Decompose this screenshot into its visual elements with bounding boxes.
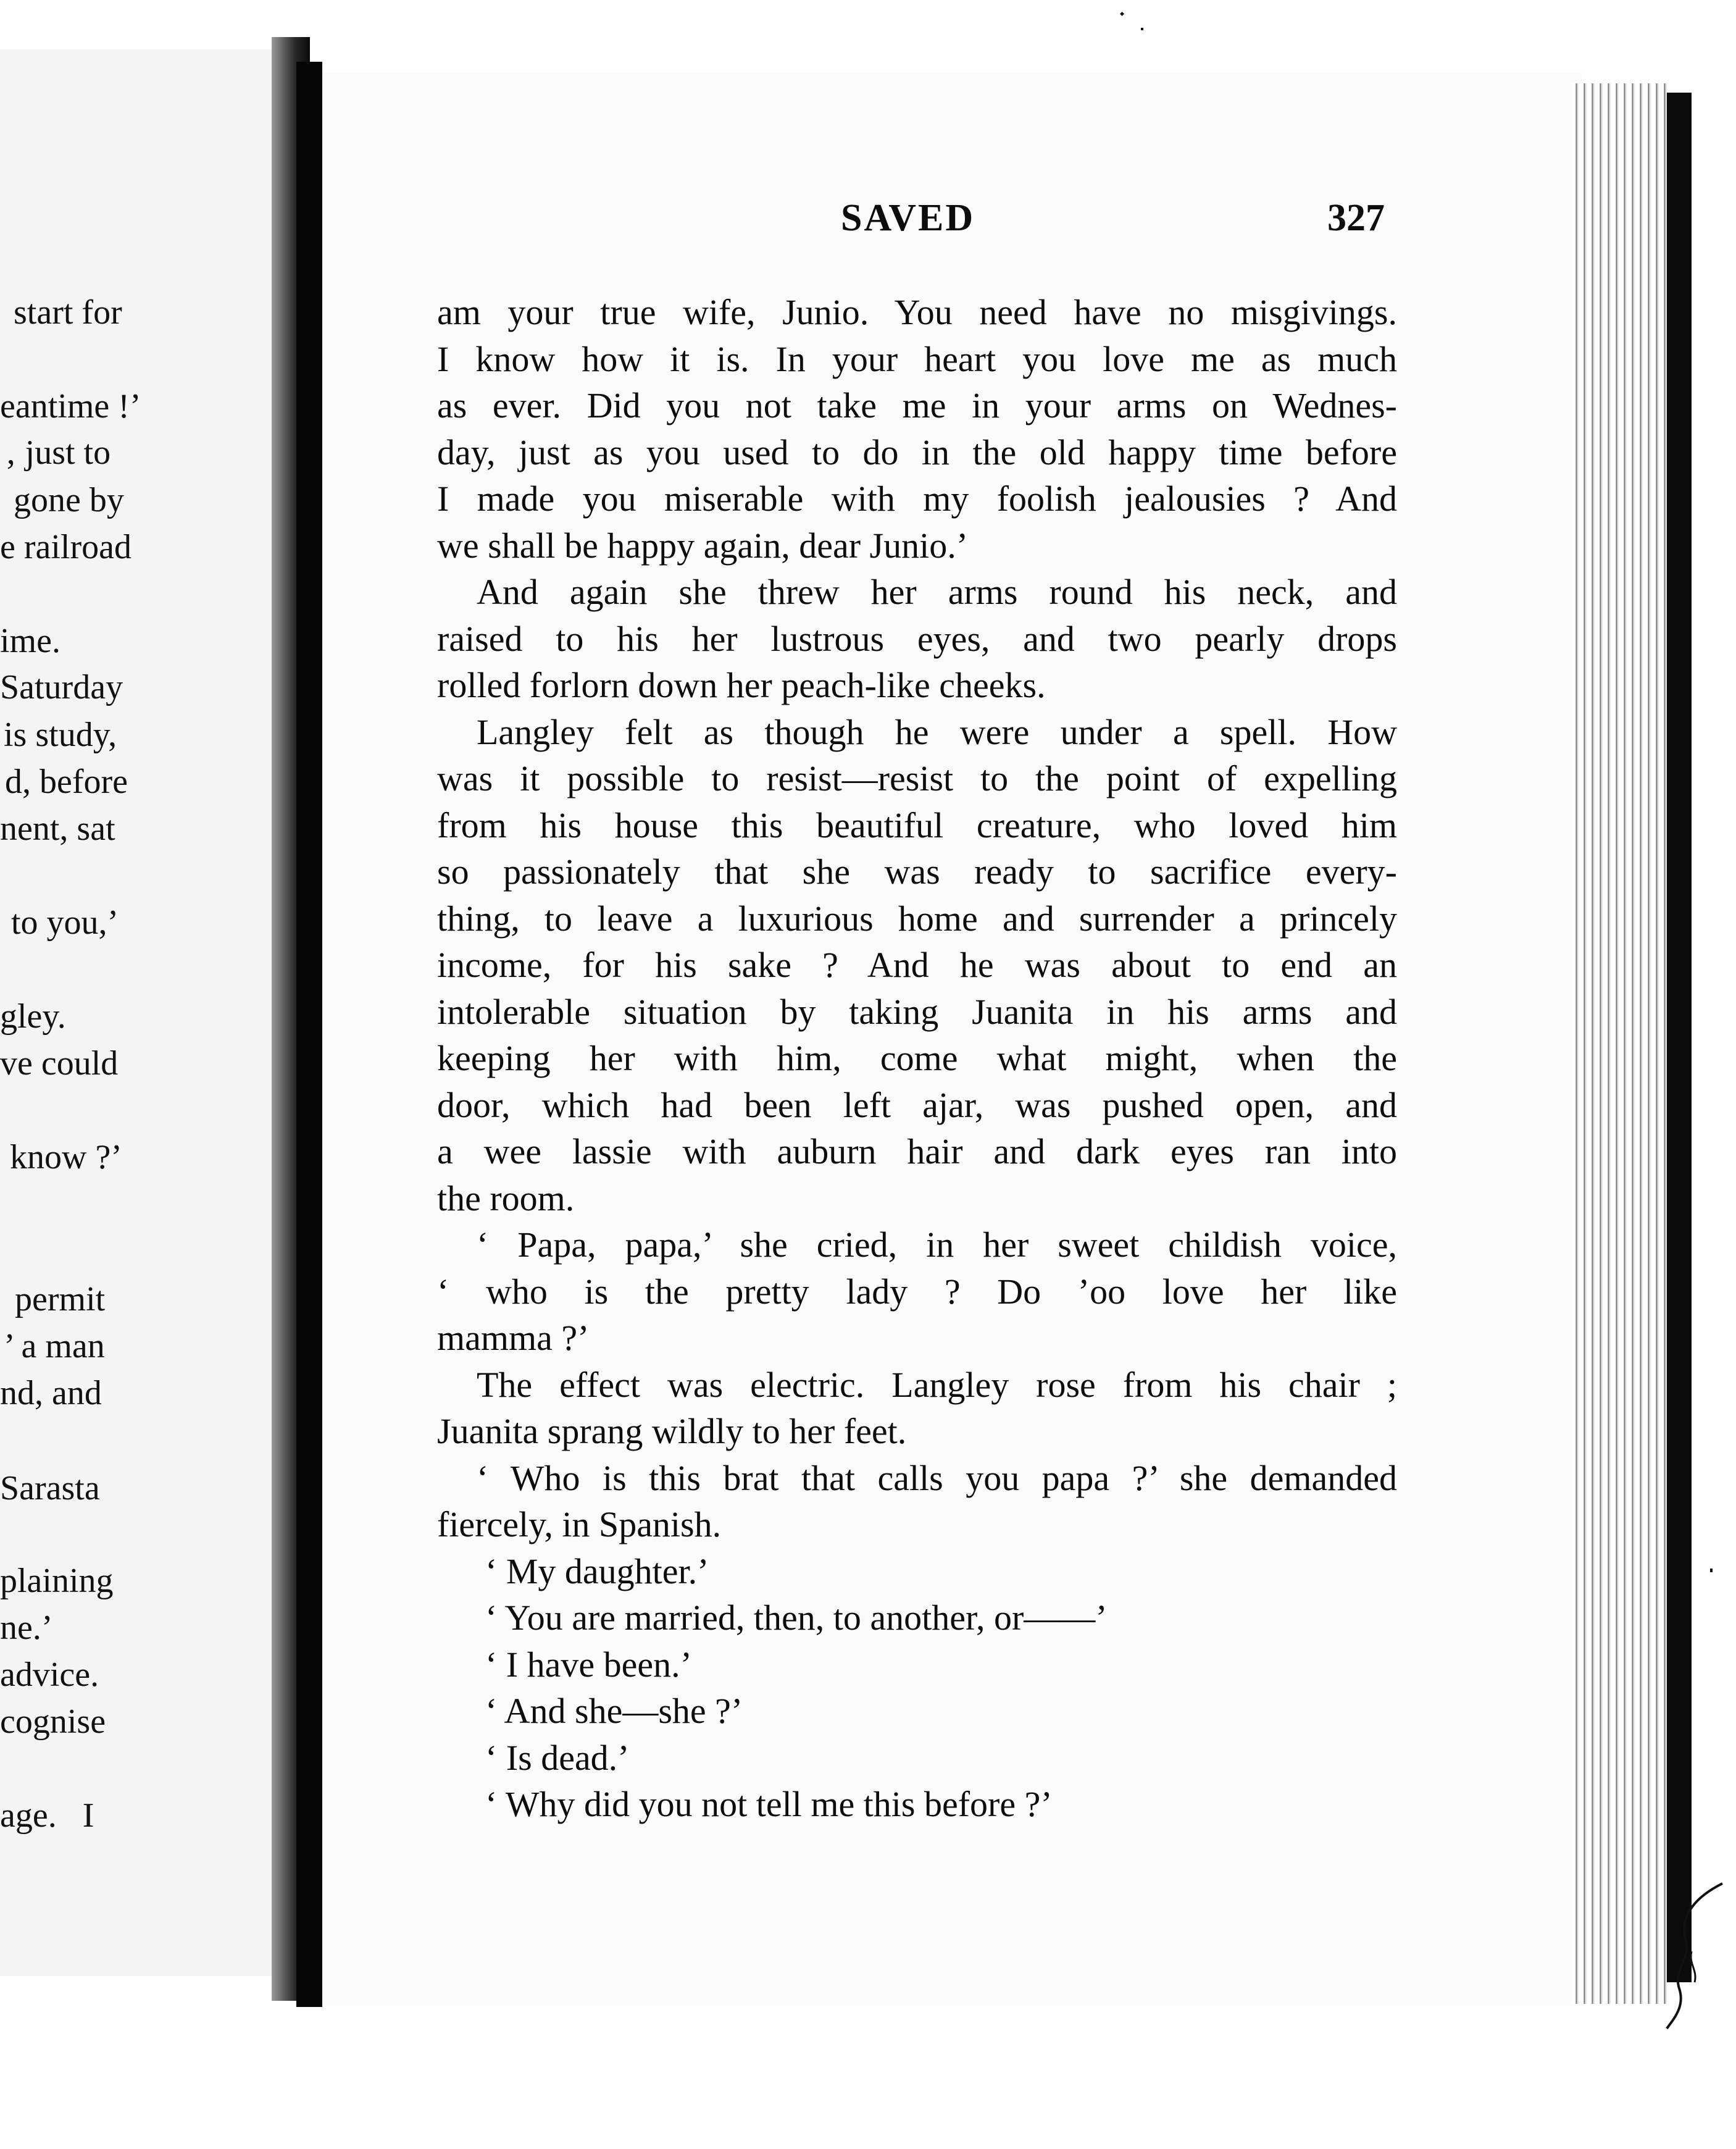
left-line: start for xyxy=(14,293,122,332)
text-line: Langley felt as though he were under a spell. How xyxy=(477,711,1397,752)
text-line: I know how it is. In your heart you love me as much xyxy=(437,338,1397,379)
text-line: intolerable situation by taking Juanita in his arms and xyxy=(437,991,1397,1032)
text-line: ‘ who is the pretty lady ? Do ’oo love her like xyxy=(437,1271,1397,1312)
text-line: Juanita sprang wildly to her feet. xyxy=(437,1411,907,1451)
text-line: as ever. Did you not take me in your arms on Wednes- xyxy=(437,385,1397,425)
left-line: to you,’ xyxy=(11,903,119,942)
left-line: advice. xyxy=(0,1656,99,1694)
text-line: ‘ And she—she ?’ xyxy=(485,1691,743,1731)
left-line: e railroad xyxy=(0,528,131,566)
text-line: from his house this beautiful creature, who loved him xyxy=(437,805,1397,845)
back-cover-edge xyxy=(1667,93,1692,1982)
left-line: gley. xyxy=(0,997,66,1036)
page-number: 327 xyxy=(1327,197,1385,239)
text-line: ‘ Who is this brat that calls you papa ?’ she demanded xyxy=(477,1457,1397,1498)
text-line: rolled forlorn down her peach-like cheeks. xyxy=(437,665,1046,705)
text-line: thing, to leave a luxurious home and surrender a princely xyxy=(437,898,1397,939)
text-line: ‘ You are married, then, to another, or——’ xyxy=(485,1598,1108,1638)
text-line: ‘ Papa, papa,’ she cried, in her sweet childish voice, xyxy=(477,1225,1397,1265)
left-line: ime. xyxy=(0,622,61,660)
left-line: nent, sat xyxy=(0,810,115,848)
page-edges xyxy=(1571,83,1670,2004)
text-line: door, which had been left ajar, was pushed open, and xyxy=(437,1084,1397,1125)
running-head: SAVED xyxy=(841,197,975,239)
left-line: age. I xyxy=(0,1796,94,1835)
left-line: ’ a man xyxy=(4,1327,105,1365)
text-line: income, for his sake ? And he was about to end an xyxy=(437,945,1397,985)
text-line: And again she threw her arms round his neck, and xyxy=(477,572,1397,612)
left-line: is study, xyxy=(4,716,117,754)
text-line: The effect was electric. Langley rose from his chair ; xyxy=(477,1364,1397,1405)
left-line: plaining xyxy=(0,1562,114,1600)
left-line: d, before xyxy=(5,763,128,801)
left-line: know ?’ xyxy=(10,1138,122,1176)
text-line: we shall be happy again, dear Junio.’ xyxy=(437,525,969,566)
text-line: keeping her with him, come what might, when the xyxy=(437,1038,1397,1078)
scan-speck xyxy=(1710,1569,1713,1572)
left-line: Sarasta xyxy=(0,1469,100,1507)
left-line: eantime !’ xyxy=(0,387,141,425)
text-line: was it possible to resist—resist to the point of expelling xyxy=(437,758,1397,798)
text-line: mamma ?’ xyxy=(437,1318,590,1358)
text-line: day, just as you used to do in the old happy time before xyxy=(437,432,1397,472)
left-line: ‚ just to xyxy=(5,434,111,472)
scan-speck xyxy=(1141,28,1143,30)
text-line: ‘ Is dead.’ xyxy=(485,1737,630,1778)
text-line: am your true wife, Junio. You need have no misgivings. xyxy=(437,292,1397,332)
text-line: so passionately that she was ready to sacrifice every- xyxy=(437,852,1397,892)
left-line: cognise xyxy=(0,1703,106,1741)
text-line: ‘ Why did you not tell me this before ?’ xyxy=(485,1784,1053,1824)
left-line: gone by xyxy=(14,481,124,519)
left-line: ve could xyxy=(0,1044,119,1083)
text-line: the room. xyxy=(437,1178,575,1218)
text-line: ‘ I have been.’ xyxy=(485,1644,692,1685)
text-line: fiercely, in Spanish. xyxy=(437,1504,722,1544)
left-line: ne.’ xyxy=(0,1609,53,1647)
text-line: I made you miserable with my foolish jealousies ? And xyxy=(437,479,1397,519)
left-line: Saturday xyxy=(0,668,123,706)
left-line: permit xyxy=(15,1280,106,1318)
left-line: nd, and xyxy=(0,1374,102,1412)
text-line: raised to his her lustrous eyes, and two pearly drops xyxy=(437,618,1397,659)
text-line: ‘ My daughter.’ xyxy=(485,1551,709,1591)
spine-shadow xyxy=(296,62,322,2007)
text-line: a wee lassie with auburn hair and dark eyes ran into xyxy=(437,1131,1397,1171)
scan-speck xyxy=(1120,12,1124,16)
body-text xyxy=(437,289,1397,1828)
